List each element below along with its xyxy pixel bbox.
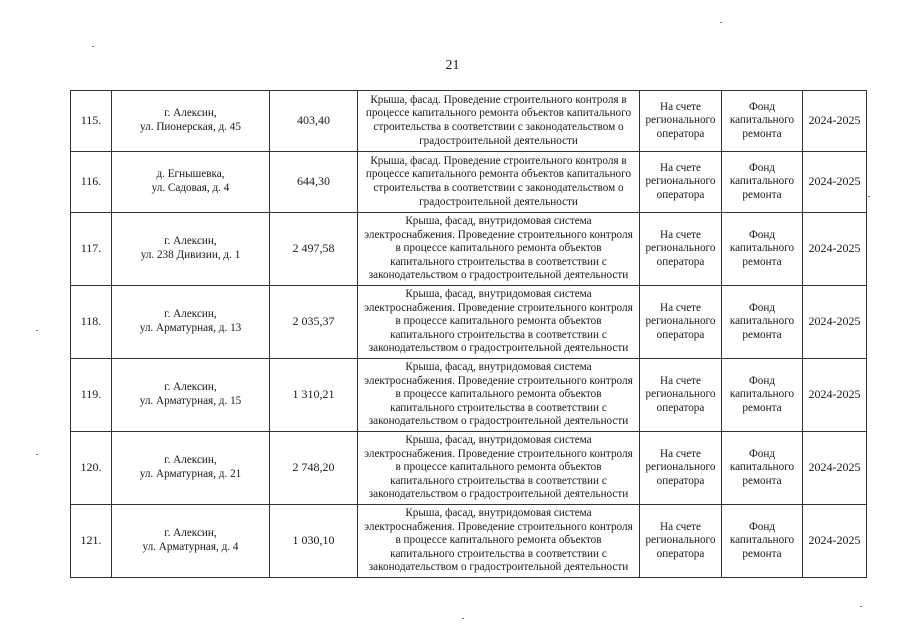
account-line: регионального	[645, 315, 716, 328]
area-cell: 1 310,21	[270, 359, 358, 432]
works-line: законодательством о градостроительной деятельности	[368, 415, 629, 428]
fund-line: ремонта	[742, 401, 782, 414]
works-line: в процессе капитального ремонта объектов	[395, 534, 602, 547]
address-line: г. Алексин,	[164, 381, 217, 394]
address-cell	[112, 505, 270, 578]
works-line: процессе капитального ремонта объектов капитального	[365, 168, 632, 181]
period-cell: 2024-2025	[803, 213, 867, 286]
fund-line: капитального	[729, 461, 795, 474]
account-line: На счете	[659, 374, 702, 387]
fund-cell	[722, 359, 803, 432]
works-line: в процессе капитального ремонта объектов	[395, 461, 602, 474]
works-line: Крыша, фасад, внутридомовая система	[405, 215, 592, 228]
scan-speck	[36, 330, 38, 331]
row-number: 119.	[71, 359, 112, 432]
works-line: строительства в соответствии с законодательством о	[373, 182, 624, 194]
account-cell	[640, 359, 722, 432]
address-cell	[112, 359, 270, 432]
account-cell	[640, 213, 722, 286]
address-line: ул. Арматурная, д. 21	[139, 468, 242, 480]
address-cell	[112, 432, 270, 505]
account-line: регионального	[645, 461, 716, 474]
account-line: регионального	[645, 242, 716, 255]
page-number: 21	[445, 58, 460, 73]
fund-cell	[722, 91, 803, 152]
address-line: г. Алексин,	[164, 107, 217, 120]
address-cell	[112, 152, 270, 213]
works-line: процессе капитального ремонта объектов капитального	[365, 107, 632, 120]
address-line: ул. Арматурная, д. 4	[142, 541, 239, 553]
fund-line: ремонта	[742, 474, 782, 487]
table-row	[71, 213, 867, 286]
works-line: капитального строительства в соответствии с	[390, 328, 607, 341]
works-cell	[358, 359, 640, 432]
account-line: оператора	[656, 255, 705, 268]
repair-registry-table	[70, 90, 867, 578]
works-line: в процессе капитального ремонта объектов	[395, 315, 602, 328]
fund-line: Фонд	[748, 100, 776, 113]
fund-cell	[722, 286, 803, 359]
row-number: 118.	[71, 286, 112, 359]
fund-line: ремонта	[742, 127, 782, 140]
fund-line: капитального	[729, 242, 795, 255]
fund-line: ремонта	[742, 188, 782, 201]
row-number: 121.	[71, 505, 112, 578]
area-cell: 2 035,37	[270, 286, 358, 359]
fund-line: Фонд	[748, 161, 776, 174]
period-cell: 2024-2025	[803, 505, 867, 578]
address-line: ул. Пионерская, д. 45	[140, 121, 241, 133]
account-line: На счете	[659, 228, 702, 241]
works-line: Крыша, фасад. Проведение строительного контроля в	[370, 93, 627, 106]
period-cell: 2024-2025	[803, 359, 867, 432]
scan-speck	[720, 22, 722, 23]
works-line: Крыша, фасад, внутридомовая система	[405, 361, 592, 374]
row-number: 115.	[71, 91, 112, 152]
fund-line: капитального	[729, 534, 795, 547]
account-line: регионального	[645, 388, 716, 401]
works-line: градостроительной деятельности	[419, 195, 578, 208]
table-row	[71, 432, 867, 505]
fund-line: капитального	[729, 114, 795, 127]
account-line: оператора	[656, 547, 705, 560]
fund-line: Фонд	[748, 374, 776, 387]
account-line: регионального	[645, 114, 716, 127]
fund-cell	[722, 505, 803, 578]
works-cell	[358, 152, 640, 213]
account-cell	[640, 91, 722, 152]
table-row	[71, 505, 867, 578]
period-cell: 2024-2025	[803, 432, 867, 505]
works-line: электроснабжения. Проведение строительного контроля	[364, 228, 633, 241]
table-row	[71, 91, 867, 152]
area-cell: 644,30	[270, 152, 358, 213]
scan-speck	[462, 618, 464, 619]
works-line: законодательством о градостроительной деятельности	[368, 488, 629, 501]
fund-line: Фонд	[748, 228, 776, 241]
row-number: 117.	[71, 213, 112, 286]
area-cell: 2 748,20	[270, 432, 358, 505]
address-line: ул. Садовая, д. 4	[151, 182, 230, 194]
table-row	[71, 152, 867, 213]
works-line: электроснабжения. Проведение строительного контроля	[364, 301, 633, 314]
fund-line: ремонта	[742, 547, 782, 560]
works-line: законодательством о градостроительной деятельности	[368, 561, 629, 574]
works-cell	[358, 213, 640, 286]
address-line: г. Алексин,	[164, 454, 217, 467]
account-line: оператора	[656, 474, 705, 487]
account-line: оператора	[656, 127, 705, 140]
works-line: строительства в соответствии с законодательством о	[373, 121, 624, 133]
address-cell	[112, 91, 270, 152]
row-number: 116.	[71, 152, 112, 213]
fund-cell	[722, 152, 803, 213]
account-line: На счете	[659, 161, 702, 174]
fund-line: Фонд	[748, 520, 776, 533]
area-cell: 403,40	[270, 91, 358, 152]
works-line: капитального строительства в соответствии с	[390, 401, 607, 414]
address-line: д. Егнышевка,	[156, 168, 225, 181]
works-line: электроснабжения. Проведение строительного контроля	[364, 374, 633, 387]
period-cell: 2024-2025	[803, 286, 867, 359]
account-line: регионального	[645, 175, 716, 188]
account-line: На счете	[659, 520, 702, 533]
works-cell	[358, 505, 640, 578]
row-number: 120.	[71, 432, 112, 505]
fund-line: ремонта	[742, 255, 782, 268]
account-line: оператора	[656, 401, 705, 414]
account-cell	[640, 152, 722, 213]
address-cell	[112, 213, 270, 286]
account-line: оператора	[656, 188, 705, 201]
table-row	[71, 286, 867, 359]
account-cell	[640, 432, 722, 505]
account-line: На счете	[659, 301, 702, 314]
fund-line: Фонд	[748, 301, 776, 314]
account-line: На счете	[659, 447, 702, 460]
works-line: капитального строительства в соответствии с	[390, 474, 607, 487]
works-line: градостроительной деятельности	[419, 134, 578, 147]
address-cell	[112, 286, 270, 359]
works-line: законодательством о градостроительной деятельности	[368, 342, 629, 355]
period-cell: 2024-2025	[803, 152, 867, 213]
works-line: законодательством о градостроительной деятельности	[368, 269, 629, 282]
works-cell	[358, 91, 640, 152]
scan-speck	[36, 454, 38, 455]
works-line: Крыша, фасад, внутридомовая система	[405, 507, 592, 520]
works-line: в процессе капитального ремонта объектов	[395, 388, 602, 401]
account-line: регионального	[645, 534, 716, 547]
scan-speck	[868, 196, 870, 197]
fund-line: Фонд	[748, 447, 776, 460]
account-line: оператора	[656, 328, 705, 341]
fund-line: капитального	[729, 315, 795, 328]
account-cell	[640, 505, 722, 578]
fund-cell	[722, 432, 803, 505]
account-line: На счете	[659, 100, 702, 113]
fund-line: капитального	[729, 175, 795, 188]
address-line: г. Алексин,	[164, 308, 217, 321]
works-line: капитального строительства в соответствии с	[390, 547, 607, 560]
address-line: ул. Арматурная, д. 13	[139, 322, 242, 334]
fund-cell	[722, 213, 803, 286]
works-cell	[358, 432, 640, 505]
area-cell: 1 030,10	[270, 505, 358, 578]
address-line: г. Алексин,	[164, 235, 217, 248]
works-line: в процессе капитального ремонта объектов	[395, 242, 602, 255]
works-line: Крыша, фасад. Проведение строительного контроля в	[370, 154, 627, 167]
account-cell	[640, 286, 722, 359]
works-line: Крыша, фасад, внутридомовая система	[405, 434, 592, 447]
fund-line: капитального	[729, 388, 795, 401]
scan-speck	[92, 46, 94, 47]
address-line: ул. 238 Дивизии, д. 1	[140, 249, 241, 261]
scan-speck	[860, 606, 862, 607]
address-line: г. Алексин,	[164, 527, 217, 540]
works-line: электроснабжения. Проведение строительного контроля	[364, 520, 633, 533]
works-line: капитального строительства в соответствии с	[390, 255, 607, 268]
fund-line: ремонта	[742, 328, 782, 341]
area-cell: 2 497,58	[270, 213, 358, 286]
works-line: Крыша, фасад, внутридомовая система	[405, 288, 592, 301]
address-line: ул. Арматурная, д. 15	[139, 395, 242, 407]
works-cell	[358, 286, 640, 359]
period-cell: 2024-2025	[803, 91, 867, 152]
works-line: электроснабжения. Проведение строительного контроля	[364, 447, 633, 460]
table-row	[71, 359, 867, 432]
